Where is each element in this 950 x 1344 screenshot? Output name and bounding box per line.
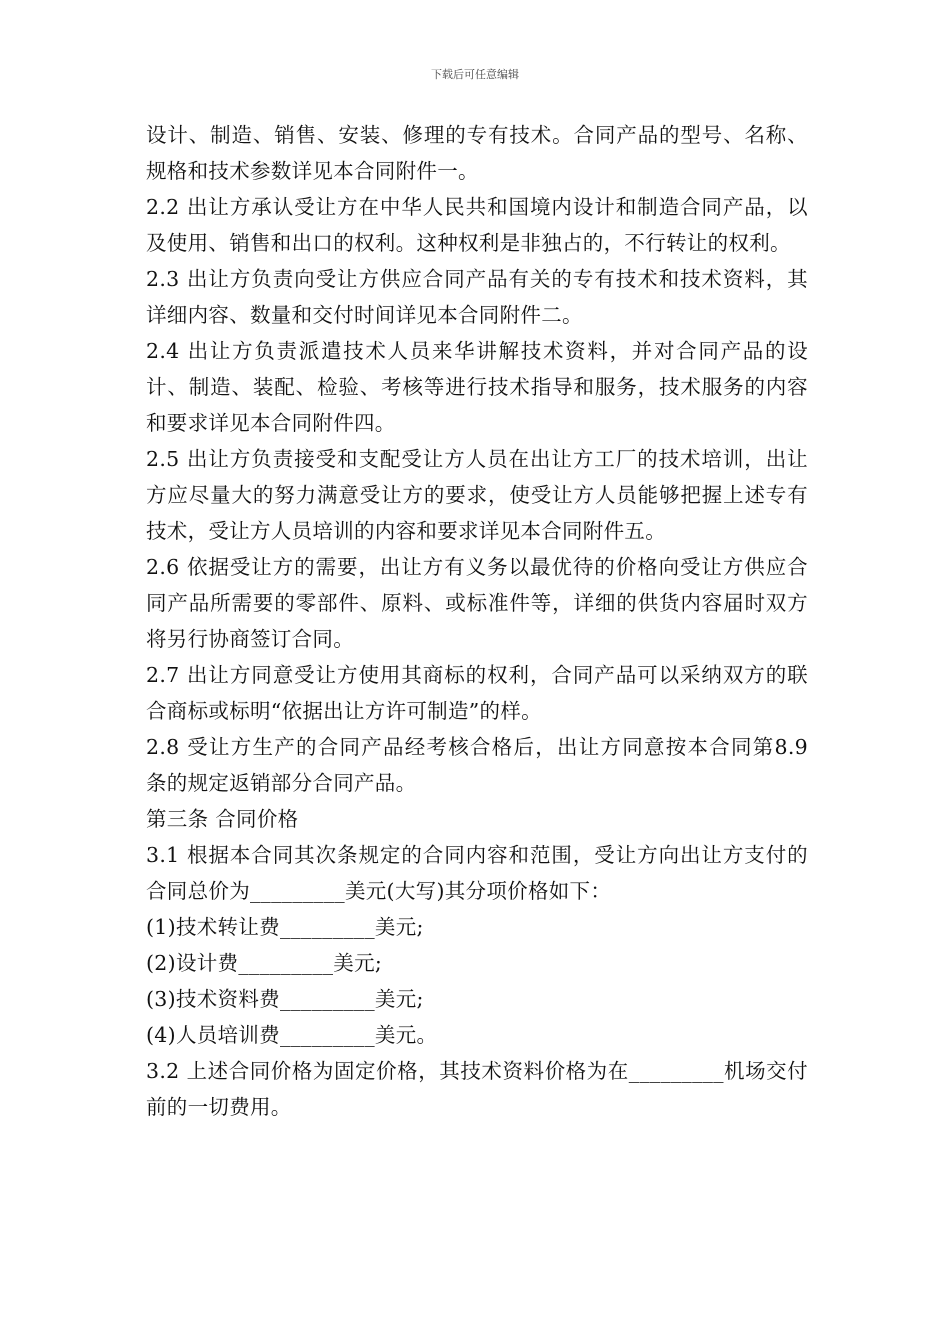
clause-2-2: 2.2 出让方承认受让方在中华人民共和国境内设计和制造合同产品，以及使用、销售和出口的权利。这种权利是非独占的，不行转让的权利。 xyxy=(146,195,808,255)
clause-2-5: 2.5 出让方负责接受和支配受让方人员在出让方工厂的技术培训，出让方应尽量大的努力满意受让方的要求，使受让方人员能够把握上述专有技术，受让方人员培训的内容和要求详见本合同附件五。 xyxy=(146,447,808,543)
article-3-heading: 第三条 合同价格 xyxy=(146,807,299,831)
paragraph-intro: 设计、制造、销售、安装、修理的专有技术。合同产品的型号、名称、规格和技术参数详见本合同附件一。 xyxy=(146,123,808,183)
clause-2-4: 2.4 出让方负责派遣技术人员来华讲解技术资料，并对合同产品的设计、制造、装配、检验、考核等进行技术指导和服务，技术服务的内容和要求详见本合同附件四。 xyxy=(146,339,808,435)
price-item-1: (1)技术转让费_________美元; xyxy=(146,915,424,939)
clause-2-8: 2.8 受让方生产的合同产品经考核合格后，出让方同意按本合同第8.9 条的规定返销部分合同产品。 xyxy=(146,735,808,795)
document-body xyxy=(146,117,808,1125)
price-item-3: (3)技术资料费_________美元; xyxy=(146,987,424,1011)
clause-2-6: 2.6 依据受让方的需要，出让方有义务以最优待的价格向受让方供应合同产品所需要的零部件、原料、或标准件等，详细的供货内容届时双方将另行协商签订合同。 xyxy=(146,555,808,651)
clause-2-7: 2.7 出让方同意受让方使用其商标的权利，合同产品可以采纳双方的联合商标或标明“依据出让方许可制造”的样。 xyxy=(146,663,808,723)
clause-2-3: 2.3 出让方负责向受让方供应合同产品有关的专有技术和技术资料，其详细内容、数量和交付时间详见本合同附件二。 xyxy=(146,267,808,327)
page-header: 下载后可任意编辑 xyxy=(431,68,519,81)
price-item-4: (4)人员培训费_________美元。 xyxy=(146,1023,438,1047)
price-item-2: (2)设计费_________美元; xyxy=(146,951,383,975)
clause-3-2: 3.2 上述合同价格为固定价格，其技术资料价格为在_________机场交付前的一切费用。 xyxy=(146,1059,808,1119)
clause-3-1: 3.1 根据本合同其次条规定的合同内容和范围，受让方向出让方支付的合同总价为_________美元(大写)其分项价格如下： xyxy=(146,843,808,903)
